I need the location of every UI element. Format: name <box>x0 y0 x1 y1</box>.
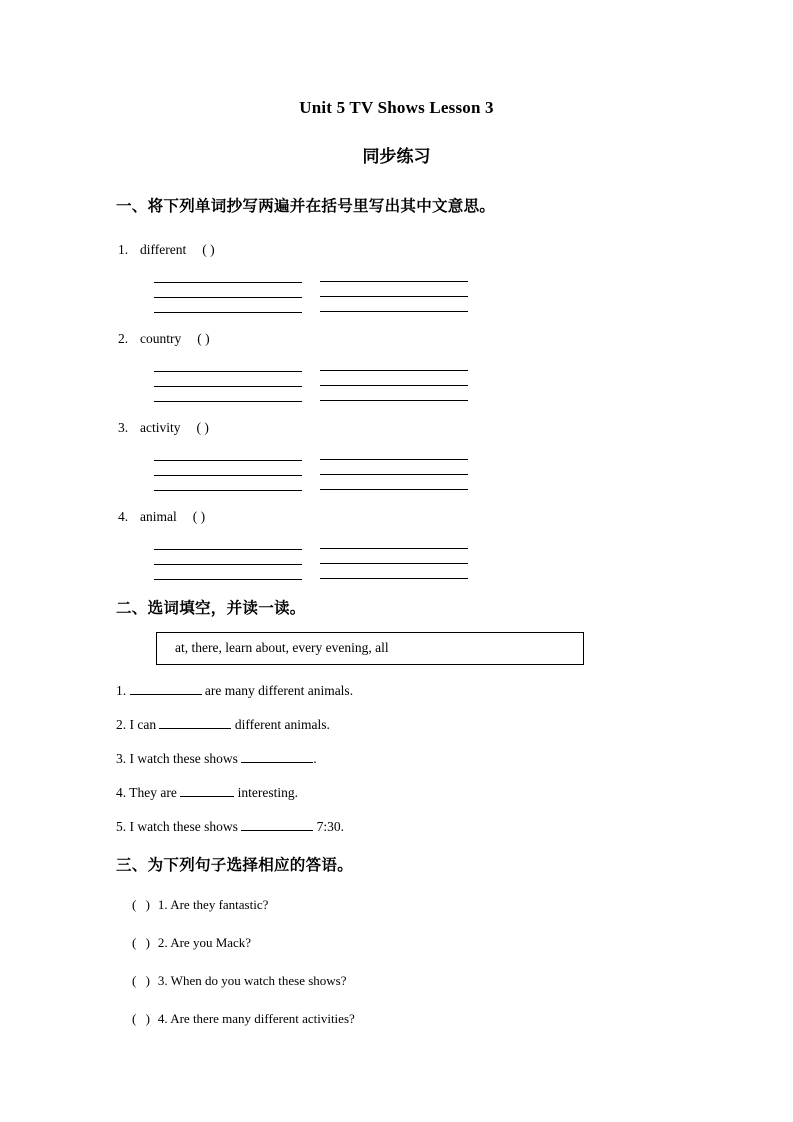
fill-in-blank-item <box>112 785 681 801</box>
writing-line[interactable] <box>320 297 468 312</box>
item-number: 1. <box>116 683 127 698</box>
item-text-after: interesting. <box>234 785 298 800</box>
word-text: animal <box>140 509 177 524</box>
answer-parenthesis[interactable]: ( ) <box>132 973 153 988</box>
item-text-after: are many different animals. <box>201 683 354 698</box>
item-number: 2. <box>116 717 127 732</box>
answer-parenthesis[interactable]: ( ) <box>132 935 153 950</box>
answer-blank[interactable] <box>180 796 234 797</box>
writing-rules-column-right <box>320 534 468 580</box>
writing-line[interactable] <box>154 283 302 298</box>
answer-parenthesis[interactable]: ( ) <box>132 897 153 912</box>
item-text-before: I watch these shows <box>129 751 242 766</box>
fill-in-blank-item <box>112 751 681 767</box>
writing-line[interactable] <box>320 282 468 297</box>
word-meaning-parenthesis: ( ) <box>202 242 215 257</box>
item-text-after: different animals. <box>231 717 330 732</box>
writing-line[interactable] <box>320 475 468 490</box>
writing-line[interactable] <box>320 356 468 371</box>
writing-line[interactable] <box>154 356 302 372</box>
word-meaning-parenthesis: ( ) <box>192 509 206 524</box>
word-line <box>118 331 681 347</box>
item-number: 5. <box>116 819 127 834</box>
writing-rules-column-left <box>154 534 302 580</box>
writing-rules <box>118 356 681 402</box>
word-number: 1. <box>118 242 129 257</box>
answer-blank[interactable] <box>130 694 202 695</box>
writing-rules-column-left <box>154 356 302 402</box>
word-meaning-parenthesis: ( ) <box>196 420 209 435</box>
matching-item <box>112 897 681 913</box>
fill-in-blank-item <box>112 717 681 733</box>
fill-in-blank-item <box>112 683 681 699</box>
section-one-heading: 一、将下列单词抄写两遍并在括号里写出其中文意思。 <box>116 197 496 215</box>
word-number: 4. <box>118 509 129 524</box>
writing-rules-column-left <box>154 445 302 491</box>
matching-item <box>112 1011 681 1027</box>
page-title: Unit 5 TV Shows Lesson 3 <box>299 98 494 117</box>
answer-blank[interactable] <box>241 762 313 763</box>
word-exercise-1 <box>112 216 681 313</box>
word-text: activity <box>140 420 181 435</box>
writing-line[interactable] <box>320 445 468 460</box>
word-line <box>118 509 681 525</box>
writing-rules-column-right <box>320 445 468 491</box>
fill-in-blank-list <box>112 683 681 835</box>
section-two-heading: 二、选词填空，并读一读。 <box>116 599 306 617</box>
item-text-before: I watch these shows <box>129 819 242 834</box>
writing-rules-column-right <box>320 267 468 313</box>
writing-rules-column-right <box>320 356 468 402</box>
writing-line[interactable] <box>154 267 302 283</box>
item-text-before: They are <box>129 785 181 800</box>
matching-item <box>112 973 681 989</box>
writing-line[interactable] <box>320 549 468 564</box>
writing-line[interactable] <box>154 461 302 476</box>
item-number: 4. <box>116 785 127 800</box>
matching-item-text: 4. Are there many different activities? <box>157 1011 355 1026</box>
word-exercise-2 <box>112 313 681 402</box>
writing-line[interactable] <box>320 386 468 401</box>
word-meaning-parenthesis: ( ) <box>197 331 210 346</box>
word-exercise-3 <box>112 402 681 491</box>
writing-line[interactable] <box>320 460 468 475</box>
writing-line[interactable] <box>154 565 302 580</box>
writing-line[interactable] <box>154 534 302 550</box>
word-bank-box: at, there, learn about, every evening, all <box>156 632 584 665</box>
matching-item <box>112 935 681 951</box>
writing-rules <box>118 267 681 313</box>
writing-line[interactable] <box>154 387 302 402</box>
fill-in-blank-item <box>112 819 681 835</box>
writing-line[interactable] <box>154 298 302 313</box>
page-subtitle: 同步练习 <box>362 147 431 167</box>
matching-item-text: 3. When do you watch these shows? <box>157 973 347 988</box>
word-number: 3. <box>118 420 129 435</box>
word-number: 2. <box>118 331 129 346</box>
writing-line[interactable] <box>320 267 468 282</box>
writing-line[interactable] <box>154 550 302 565</box>
writing-line[interactable] <box>154 476 302 491</box>
answer-parenthesis[interactable]: ( ) <box>132 1011 153 1026</box>
writing-rules-column-left <box>154 267 302 313</box>
matching-item-text: 1. Are they fantastic? <box>157 897 269 912</box>
word-line <box>118 242 681 258</box>
item-text-after: 7:30. <box>313 819 344 834</box>
writing-line[interactable] <box>320 534 468 549</box>
writing-line[interactable] <box>154 372 302 387</box>
writing-rules <box>118 534 681 580</box>
item-number: 3. <box>116 751 127 766</box>
writing-line[interactable] <box>154 445 302 461</box>
writing-rules <box>118 445 681 491</box>
item-text-after: . <box>313 751 317 766</box>
answer-blank[interactable] <box>159 728 231 729</box>
word-text: different <box>140 242 187 257</box>
word-text: country <box>140 331 182 346</box>
writing-line[interactable] <box>320 564 468 579</box>
word-line <box>118 420 681 436</box>
word-exercise-4 <box>112 491 681 580</box>
matching-item-text: 2. Are you Mack? <box>157 935 252 950</box>
writing-line[interactable] <box>320 371 468 386</box>
answer-blank[interactable] <box>241 830 313 831</box>
section-three-heading: 三、为下列句子选择相应的答语。 <box>116 856 354 874</box>
matching-list <box>112 897 681 1027</box>
item-text-before: I can <box>129 717 160 732</box>
